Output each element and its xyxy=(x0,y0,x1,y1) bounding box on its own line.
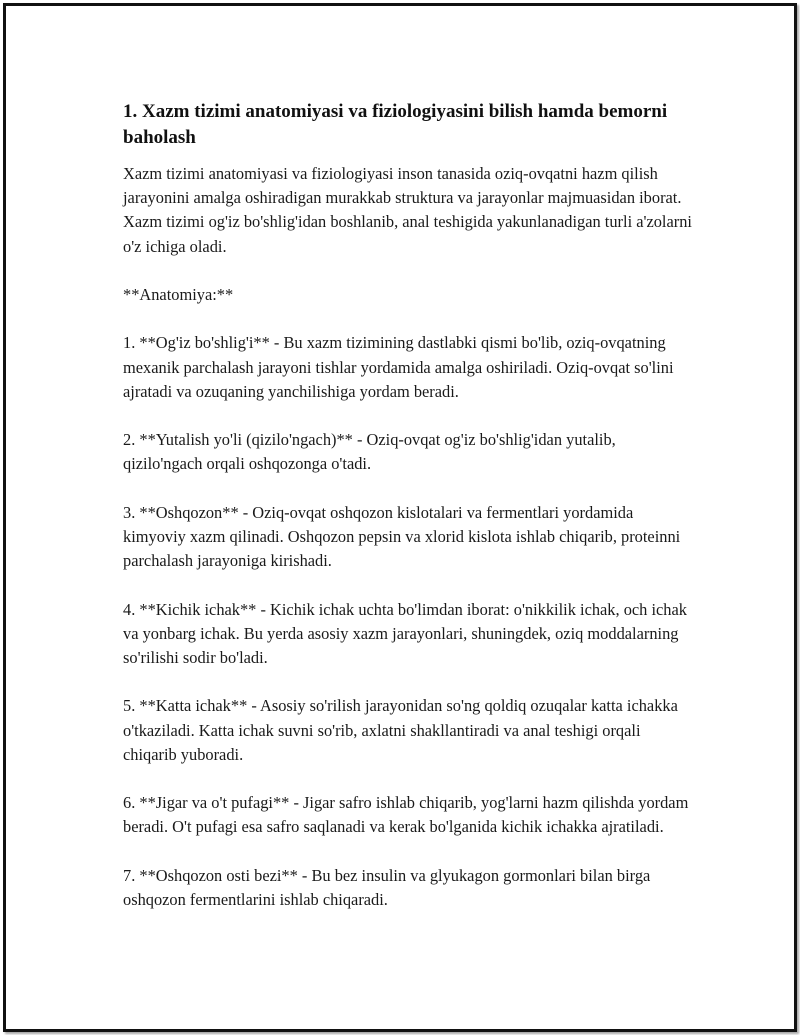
list-item-mouth: 1. **Og'iz bo'shlig'i** - Bu xazm tizimining dastlabki qismi bo'lib, oziq-ovqatning mexanik parchalash jarayoni tishlar yordamida amalga oshiriladi. Oziq-ovqat so'lini ajratadi va ozuqaning yanchilishiga yordam beradi. xyxy=(123,333,674,401)
document-body xyxy=(123,99,698,936)
anatomy-heading: **Anatomiya:** xyxy=(123,285,234,304)
list-item-large-intestine: 5. **Katta ichak** - Asosiy so'rilish jarayonidan so'ng qoldiq ozuqalar katta ichakka o'tkaziladi. Katta ichak suvni so'rib, axlatni shakllantiradi va anal teshigi orqali chiqarib yuboradi. xyxy=(123,696,678,764)
list-item-liver-gallbladder: 6. **Jigar va o't pufagi** - Jigar safro ishlab chiqarib, yog'larni hazm qilishda yordam beradi. O't pufagi esa safro saqlanadi va kerak bo'lganida kichik ichakka ajratiladi. xyxy=(123,793,689,837)
document-title: 1. Xazm tizimi anatomiyasi va fiziologiyasini bilish hamda bemorni baholash xyxy=(123,101,668,148)
list-item-pancreas: 7. **Oshqozon osti bezi** - Bu bez insulin va glyukagon gormonlari bilan birga oshqozon fermentlarini ishlab chiqaradi. xyxy=(123,865,651,909)
list-item-esophagus: 2. **Yutalish yo'li (qizilo'ngach)** - Oziq-ovqat og'iz bo'shlig'idan yutalib, qizilo'ngach orqali oshqozonga o'tadi. xyxy=(123,430,616,474)
list-item-stomach: 3. **Oshqozon** - Oziq-ovqat oshqozon kislotalari va fermentlari yordamida kimyoviy xazm qilinadi. Oshqozon pepsin va xlorid kislota ishlab chiqarib, proteinni parchalash jarayoniga kirishadi. xyxy=(123,502,681,571)
intro-paragraph: Xazm tizimi anatomiyasi va fiziologiyasi inson tanasida oziq-ovqatni hazm qilish jarayonini amalga oshiradigan murakkab struktura va jarayonlar majmuasidan iborat. Xazm tizimi og'iz bo'shlig'idan boshlanib, anal teshigida yakunlanadigan turli a'zolarni o'z ichiga oladi. xyxy=(123,164,692,256)
list-item-small-intestine: 4. **Kichik ichak** - Kichik ichak uchta bo'limdan iborat: o'nikkilik ichak, och ichak va yonbarg ichak. Bu yerda asosiy xazm jarayonlari, shuningdek, oziq moddalarning so'rilishi sodir bo'ladi. xyxy=(123,599,687,667)
page-frame xyxy=(3,3,797,1032)
